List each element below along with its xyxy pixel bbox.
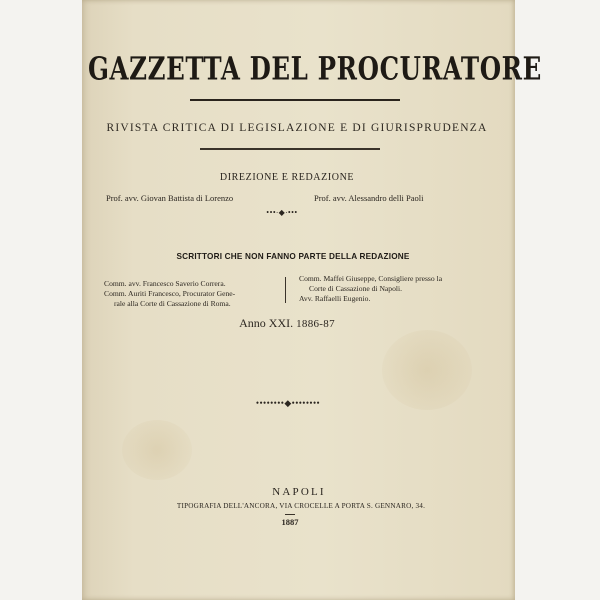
subtitle-rule xyxy=(200,148,380,150)
ornament-divider-2: ••••••••◆•••••••• xyxy=(255,398,321,408)
ornament-divider: •••∙◆∙••• xyxy=(266,208,298,217)
title-page xyxy=(82,0,542,600)
writer-line: Avv. Raffaelli Eugenio. xyxy=(299,293,371,303)
journal-title: GAZZETTA DEL PROCURATORE xyxy=(88,50,542,88)
place-of-publication: NAPOLI xyxy=(272,486,326,498)
direction-heading: DIREZIONE E REDAZIONE xyxy=(219,172,355,183)
title-rule xyxy=(190,99,400,101)
paper-stain xyxy=(122,420,192,480)
writer-line: Corte di Cassazione di Napoli. xyxy=(309,283,403,293)
imprint-dash xyxy=(285,514,295,515)
publication-year: 1887 xyxy=(281,517,299,527)
writers-left-column xyxy=(104,279,235,308)
column-divider xyxy=(285,277,286,303)
writer-line: rale alla Corte di Cassazione di Roma. xyxy=(114,298,231,308)
volume-label: Anno XXI. xyxy=(239,316,294,330)
writers-right-column xyxy=(299,274,442,303)
volume-year xyxy=(82,316,492,331)
writer-line: Comm. Maffei Giuseppe, Consigliere presso la xyxy=(299,274,443,283)
writer-line: Comm. Auriti Francesco, Procurator Gene- xyxy=(104,288,236,298)
volume-range: 1886-87 xyxy=(296,318,335,330)
journal-subtitle: RIVISTA CRITICA DI LEGISLAZIONE E DI GIURISPRUDENZA xyxy=(106,122,488,134)
printer-imprint: TIPOGRAFIA DELL'ANCORA, VIA CROCELLE A PORTA S. GENNARO, 34. xyxy=(176,502,426,510)
writer-line: Comm. avv. Francesco Saverio Correra. xyxy=(104,279,226,288)
editor-name: Prof. avv. Giovan Battista di Lorenzo xyxy=(106,193,234,203)
editor-name: Prof. avv. Alessandro delli Paoli xyxy=(314,193,424,203)
writers-heading: SCRITTORI CHE NON FANNO PARTE DELLA REDAZIONE xyxy=(176,252,410,261)
